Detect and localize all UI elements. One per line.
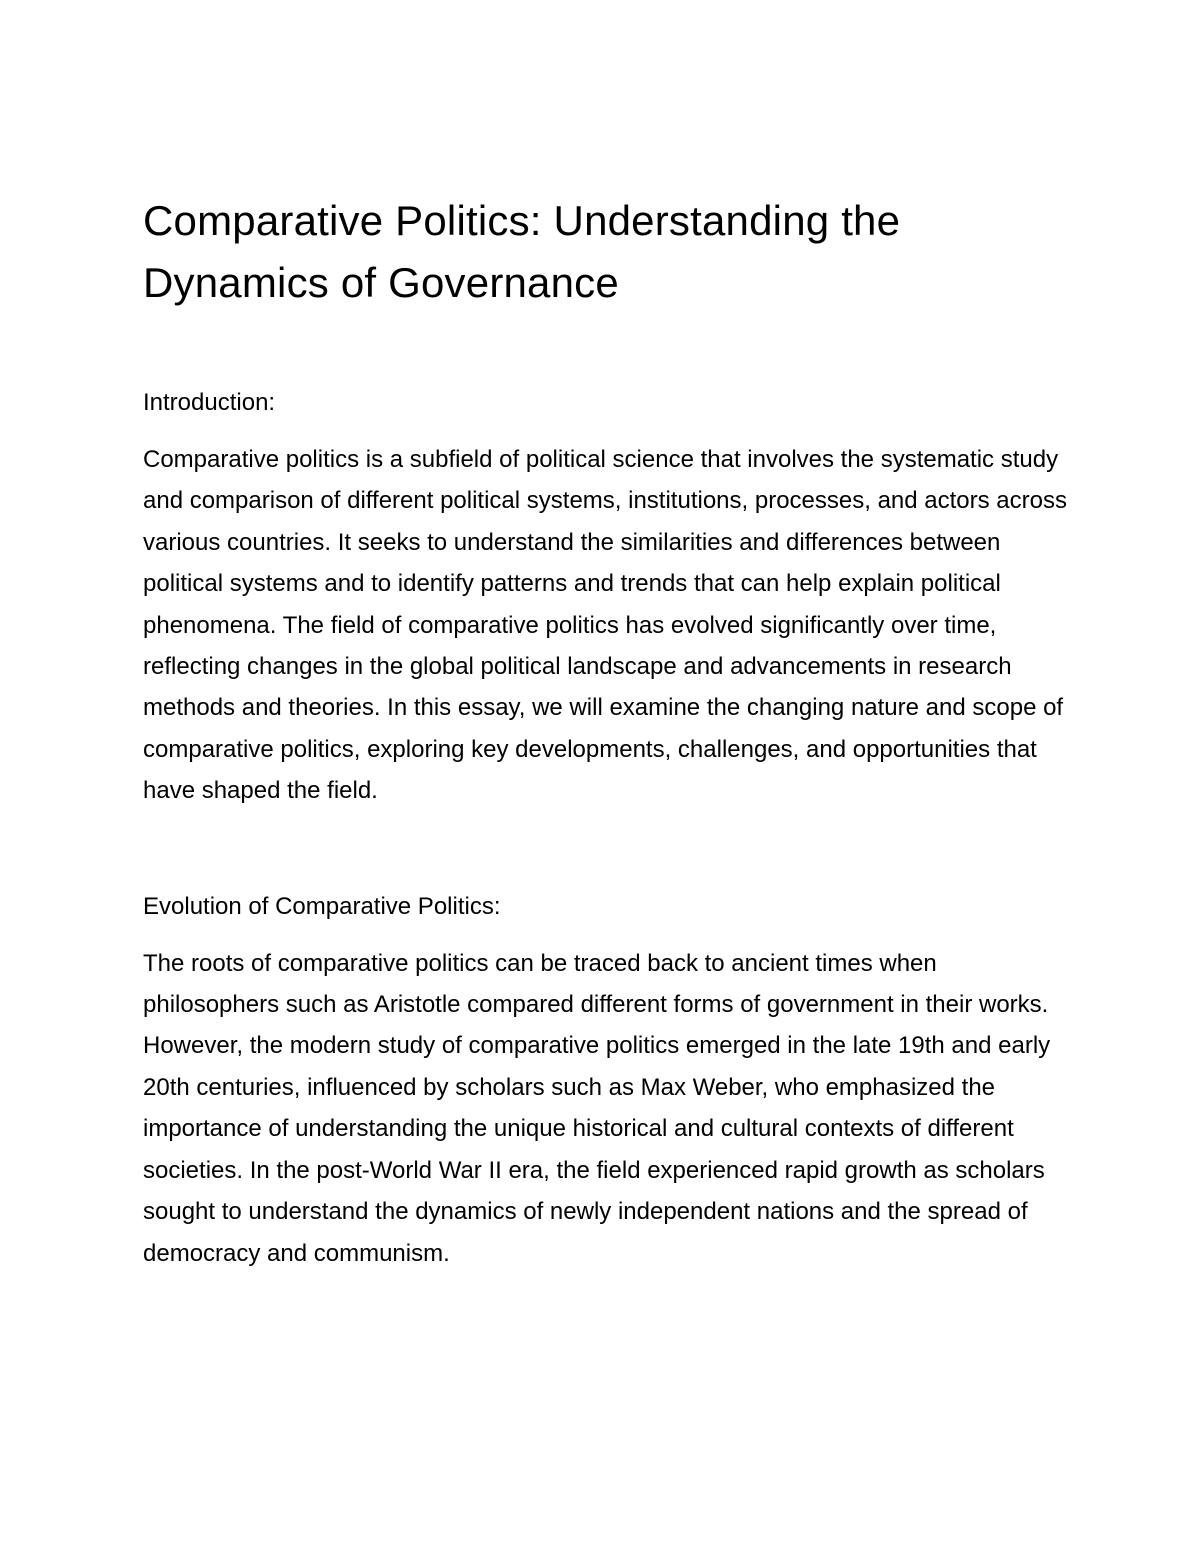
- paragraph-evolution: The roots of comparative politics can be traced back to ancient times when philosophers such as Aristotle compared different forms of government in their works. However, the modern study of comparative politics emerged in the late 19th and early 20th centuries, influenced by scholars such as Max Weber, who emphasized the importance of understanding the unique historical and cultural contexts of different societies. In the post-World War II era, the field experienced rapid growth as scholars sought to understand the dynamics of newly independent nations and the spread of democracy and communism.: [143, 949, 1051, 1267]
- section-heading-introduction: Introduction:: [143, 389, 276, 416]
- document-title: Comparative Politics: Understanding the Dynamics of Governance: [143, 197, 901, 306]
- paragraph-introduction: Comparative politics is a subfield of political science that involves the systematic study and comparison of different political systems, institutions, processes, and actors across various countries. It seeks to understand the similarities and differences between political systems and to identify patterns and trends that can help explain political phenomena. The field of comparative politics has evolved significantly over time, reflecting changes in the global political landscape and advancements in research methods and theories. In this essay, we will examine the changing nature and scope of comparative politics, exploring key developments, challenges, and opportunities that have shaped the field.: [143, 446, 1067, 805]
- section-heading-evolution: Evolution of Comparative Politics:: [143, 892, 501, 920]
- document-content: [143, 190, 1073, 1274]
